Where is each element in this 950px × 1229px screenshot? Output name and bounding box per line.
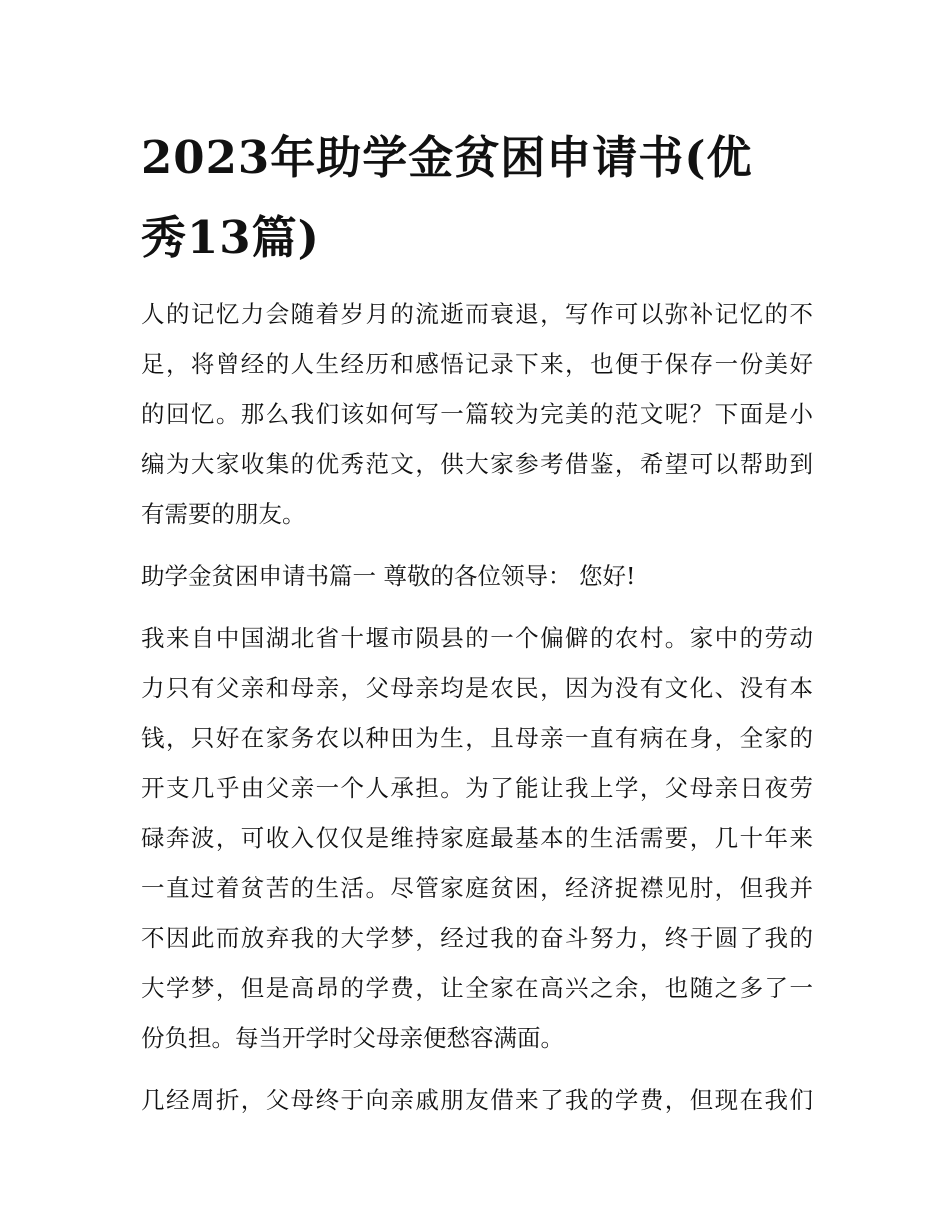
paragraph-line: 力只有父亲和母亲，父母亲均是农民，因为没有文化、没有本 (141, 674, 813, 702)
paragraph-line: 的回忆。那么我们该如何写一篇较为完美的范文呢？下面是小 (141, 400, 813, 428)
paragraph-line: 份负担。每当开学时父母亲便愁容满面。 (141, 1024, 564, 1052)
paragraph-line: 编为大家收集的优秀范文，供大家参考借鉴，希望可以帮助到 (141, 450, 813, 478)
paragraph-line: 有需要的朋友。 (141, 500, 306, 528)
paragraph-line: 大学梦，但是高昂的学费，让全家在高兴之余，也随之多了一 (141, 974, 813, 1002)
paragraph-line: 开支几乎由父亲一个人承担。为了能让我上学，父母亲日夜劳 (141, 774, 813, 802)
title-line: 秀13篇) (141, 211, 320, 264)
paragraph-line: 不因此而放弃我的大学梦，经过我的奋斗努力，终于圆了我的 (141, 924, 813, 952)
paragraph-salutation (141, 551, 813, 601)
paragraph-line: 几经周折，父母终于向亲戚朋友借来了我的学费，但现在我们 (141, 1086, 813, 1114)
paragraph-intro (141, 289, 813, 539)
document-content (141, 118, 813, 1125)
paragraph-line: 足，将曾经的人生经历和感悟记录下来，也便于保存一份美好 (141, 350, 813, 378)
paragraph-line: 钱，只好在家务农以种田为生，且母亲一直有病在身，全家的 (141, 724, 813, 752)
paragraph-family-background (141, 613, 813, 1063)
paragraph-line: 我来自中国湖北省十堰市陨县的一个偏僻的农村。家中的劳动 (141, 624, 813, 652)
paragraph-line: 助学金贫困申请书篇一 尊敬的各位领导： 您好! (141, 562, 636, 590)
title-line: 2023年助学金贫困申请书(优 (141, 131, 753, 184)
paragraph-line: 人的记忆力会随着岁月的流逝而衰退，写作可以弥补记忆的不 (141, 300, 813, 328)
paragraph-line: 碌奔波，可收入仅仅是维持家庭最基本的生活需要，几十年来 (141, 824, 813, 852)
document-title (141, 118, 813, 278)
paragraph-tuition (141, 1075, 813, 1125)
paragraph-line: 一直过着贫苦的生活。尽管家庭贫困，经济捉襟见肘，但我并 (141, 874, 813, 902)
